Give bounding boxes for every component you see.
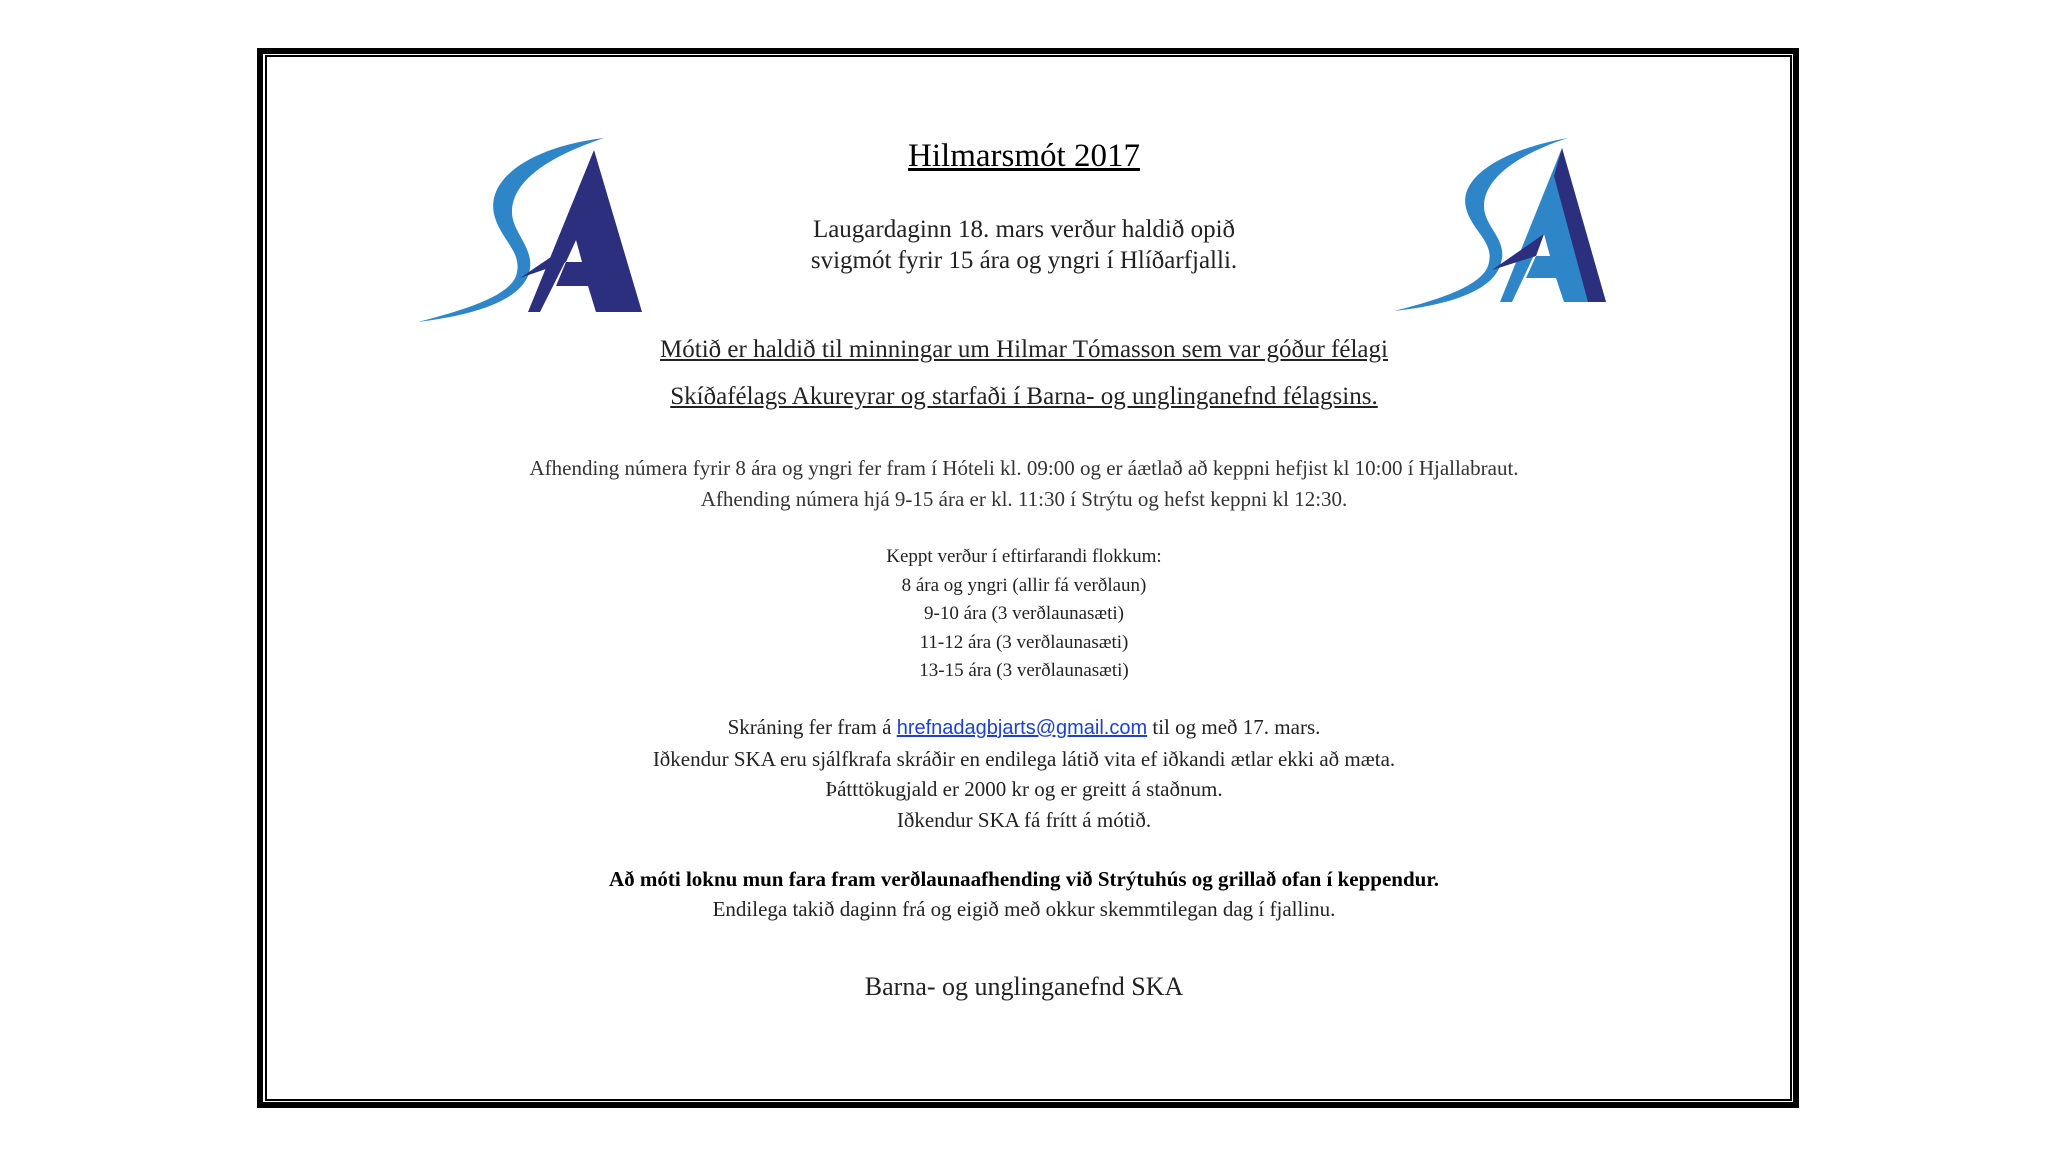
classes-heading: Keppt verður í eftirfarandi flokkum:	[886, 546, 1162, 567]
schedule-line: Afhending númera fyrir 8 ára og yngri fer fram í Hóteli kl. 09:00 og er áætlað að keppni hefjist kl 10:00 í Hjallabraut.	[529, 456, 1519, 480]
closing-line: Endilega takið daginn frá og eigið með okkur skemmtilegan dag í fjallinu.	[712, 897, 1336, 921]
memorial-paragraph	[0, 326, 2048, 420]
registration-suffix: til og með 17. mars.	[1152, 715, 1321, 739]
email-link[interactable]: hrefnadagbjarts@gmail.com	[896, 717, 1148, 739]
memorial-line: Mótið er haldið til minningar um Hilmar Tómasson sem var góður félagi	[660, 336, 1388, 363]
schedule-line: Afhending númera hjá 9-15 ára er kl. 11:30 í Strýtu og hefst keppni kl 12:30.	[700, 487, 1348, 511]
classes-list	[0, 543, 2048, 686]
signature: Barna- og unglinganefnd SKA	[864, 972, 1184, 1001]
registration-line: Iðkendur SKA eru sjálfkrafa skráðir en endilega látið vita ef iðkandi ætlar ekki að mæta.	[652, 746, 1396, 771]
class-item: 13-15 ára (3 verðlaunasæti)	[919, 660, 1129, 681]
intro-paragraph	[0, 214, 2048, 276]
class-item: 11-12 ára (3 verðlaunasæti)	[919, 631, 1129, 653]
closing-bold-line: Að móti loknu mun fara fram verðlaunaafhending við Strýtuhús og grillað ofan í keppendur.	[608, 867, 1439, 891]
registration-line	[0, 712, 2048, 744]
intro-line: svigmót fyrir 15 ára og yngri í Hlíðarfjalli.	[810, 247, 1238, 274]
registration-line: Iðkendur SKA fá frítt á mótið.	[896, 807, 1152, 832]
schedule-paragraph	[0, 453, 2048, 515]
intro-line: Laugardaginn 18. mars verður haldið opið	[812, 216, 1236, 243]
registration-prefix: Skráning fer fram á	[727, 715, 892, 739]
class-item: 8 ára og yngri (allir fá verðlaun)	[901, 574, 1147, 596]
closing-paragraph	[0, 864, 2048, 924]
registration-line: Þátttökugjald er 2000 kr og er greitt á staðnum.	[825, 777, 1223, 801]
event-title: Hilmarsmót 2017	[908, 138, 1140, 174]
memorial-line: Skíðafélags Akureyrar og starfaði í Barna- og unglinganefnd félagsins.	[670, 383, 1378, 410]
registration-paragraph	[0, 712, 2048, 835]
class-item: 9-10 ára (3 verðlaunasæti)	[924, 603, 1124, 624]
